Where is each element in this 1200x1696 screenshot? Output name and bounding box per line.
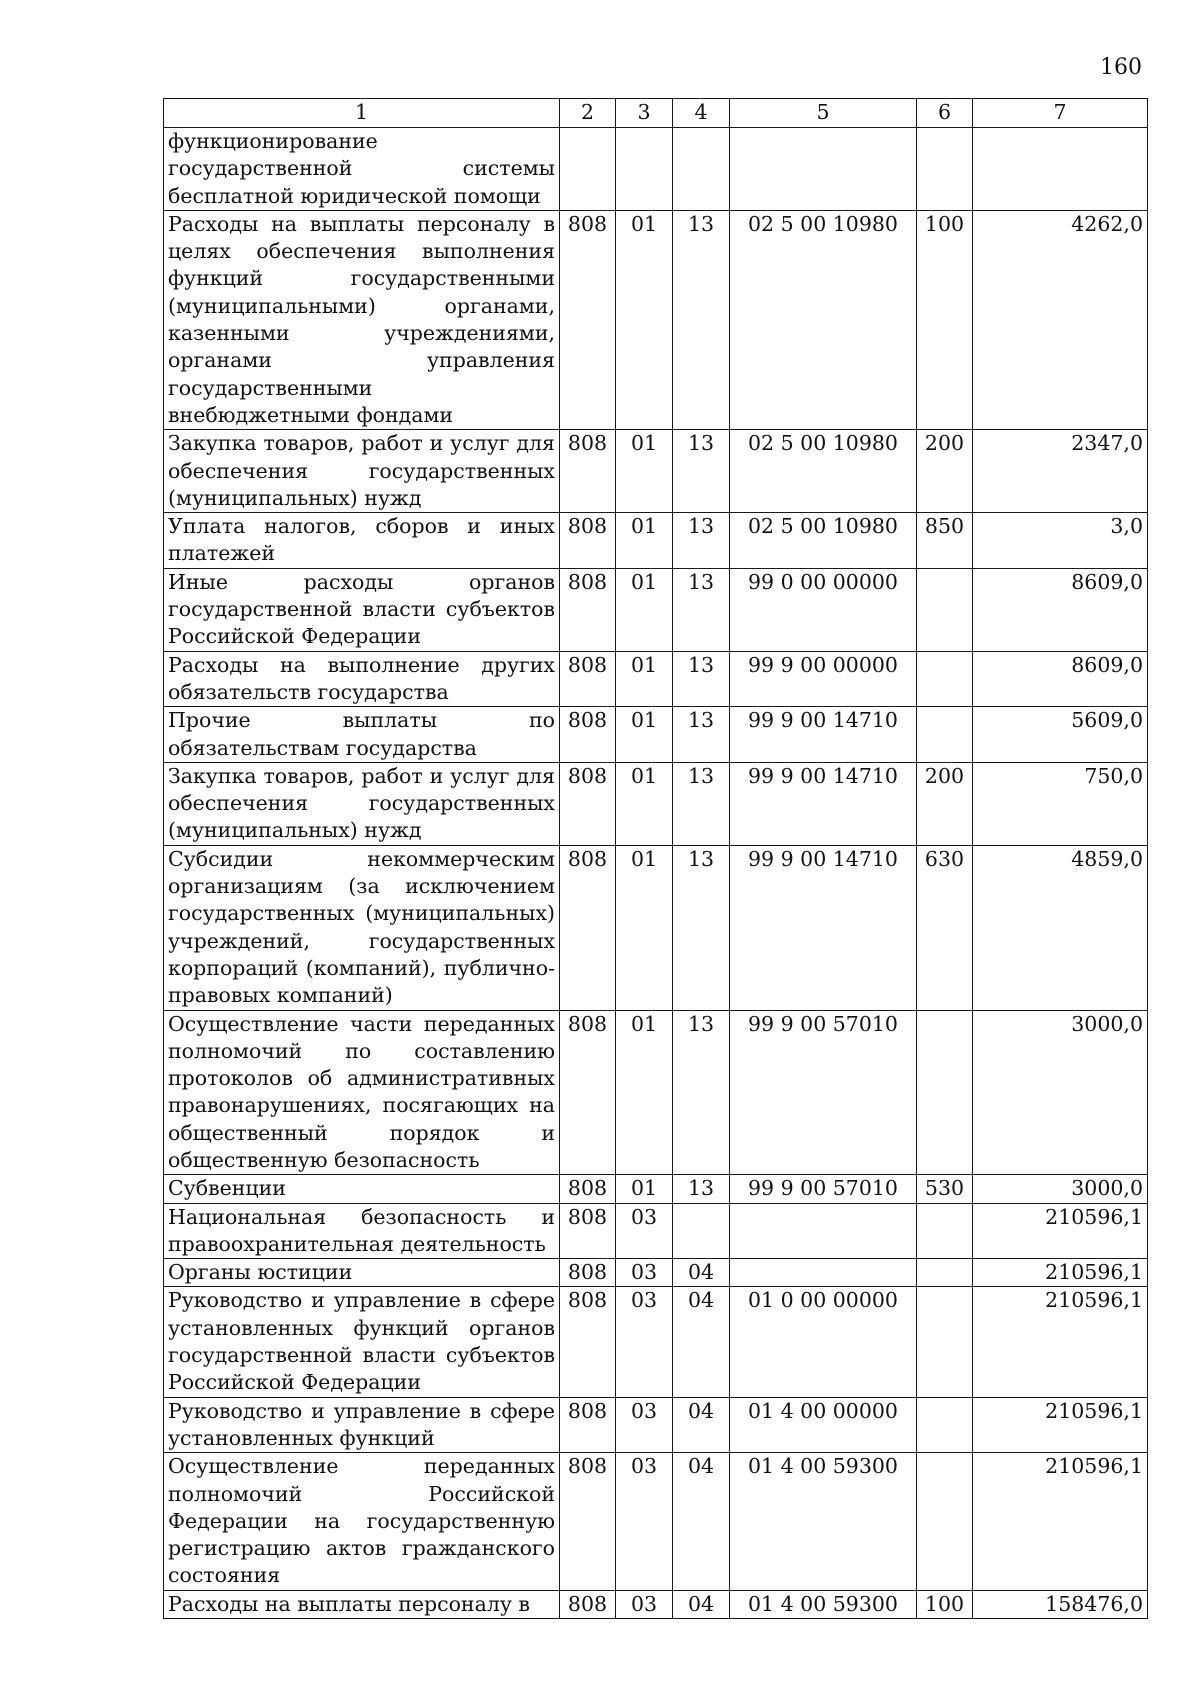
cell-expense-type xyxy=(917,1287,973,1397)
cell-ministry-code: 808 xyxy=(560,1453,616,1590)
cell-expense-type xyxy=(917,707,973,763)
cell-section-code: 01 xyxy=(616,1175,673,1203)
cell-amount: 3,0 xyxy=(973,513,1148,569)
cell-subsection-code: 04 xyxy=(673,1590,730,1618)
cell-expense-type: 530 xyxy=(917,1175,973,1203)
cell-ministry-code: 808 xyxy=(560,1259,616,1287)
cell-name: Закупка товаров, работ и услуг для обеспечения государственных (муниципальных) нужд xyxy=(164,430,560,513)
cell-expense-type: 100 xyxy=(917,1590,973,1618)
table-row xyxy=(164,1175,1148,1203)
cell-section-code: 01 xyxy=(616,845,673,1010)
cell-expense-type xyxy=(917,128,973,211)
cell-amount: 3000,0 xyxy=(973,1010,1148,1175)
cell-target-article xyxy=(730,1203,917,1259)
cell-ministry-code: 808 xyxy=(560,707,616,763)
cell-name: Осуществление переданных полномочий Российской Федерации на государственную регистрацию актов гражданского состояния xyxy=(164,1453,560,1590)
cell-section-code: 01 xyxy=(616,1010,673,1175)
cell-amount: 210596,1 xyxy=(973,1453,1148,1590)
header-cell: 4 xyxy=(673,99,730,128)
cell-subsection-code xyxy=(673,128,730,211)
cell-target-article: 02 5 00 10980 xyxy=(730,430,917,513)
cell-name: Осуществление части переданных полномочий по составлению протоколов об административных правонарушениях, посягающих на общественный порядок и общественную безопасность xyxy=(164,1010,560,1175)
cell-expense-type: 850 xyxy=(917,513,973,569)
cell-section-code: 01 xyxy=(616,707,673,763)
cell-expense-type xyxy=(917,651,973,707)
table-row xyxy=(164,1287,1148,1397)
cell-section-code: 01 xyxy=(616,513,673,569)
cell-amount: 8609,0 xyxy=(973,568,1148,651)
header-cell: 6 xyxy=(917,99,973,128)
cell-expense-type: 200 xyxy=(917,430,973,513)
table-row xyxy=(164,210,1148,429)
cell-ministry-code: 808 xyxy=(560,430,616,513)
cell-amount: 8609,0 xyxy=(973,651,1148,707)
cell-amount: 4262,0 xyxy=(973,210,1148,429)
cell-target-article xyxy=(730,1259,917,1287)
cell-amount: 158476,0 xyxy=(973,1590,1148,1618)
table-body xyxy=(164,128,1148,1619)
cell-subsection-code: 04 xyxy=(673,1287,730,1397)
cell-amount: 210596,1 xyxy=(973,1259,1148,1287)
cell-ministry-code: 808 xyxy=(560,1287,616,1397)
cell-section-code: 01 xyxy=(616,430,673,513)
cell-subsection-code: 13 xyxy=(673,1010,730,1175)
cell-target-article: 99 9 00 57010 xyxy=(730,1010,917,1175)
cell-target-article: 99 0 00 00000 xyxy=(730,568,917,651)
cell-name: Расходы на выплаты персоналу в целях обеспечения выполнения функций государственными (муниципальными) органами, казенными учреждениями, органами управления государственными внебюджетными фондами xyxy=(164,210,560,429)
cell-subsection-code: 13 xyxy=(673,707,730,763)
cell-ministry-code: 808 xyxy=(560,513,616,569)
header-cell: 7 xyxy=(973,99,1148,128)
cell-target-article: 02 5 00 10980 xyxy=(730,210,917,429)
cell-subsection-code: 13 xyxy=(673,568,730,651)
header-cell: 5 xyxy=(730,99,917,128)
header-cell: 2 xyxy=(560,99,616,128)
table-row xyxy=(164,651,1148,707)
table-row xyxy=(164,1010,1148,1175)
cell-section-code: 03 xyxy=(616,1259,673,1287)
cell-section-code: 03 xyxy=(616,1203,673,1259)
table-row xyxy=(164,1397,1148,1453)
cell-subsection-code xyxy=(673,1203,730,1259)
cell-name: Субсидии некоммерческим организациям (за исключением государственных (муниципальных) учреждений, государственных корпораций (компаний), публично-правовых компаний) xyxy=(164,845,560,1010)
cell-ministry-code: 808 xyxy=(560,845,616,1010)
cell-subsection-code: 13 xyxy=(673,762,730,845)
cell-expense-type xyxy=(917,1453,973,1590)
cell-subsection-code: 13 xyxy=(673,513,730,569)
table-row xyxy=(164,513,1148,569)
cell-name: Уплата налогов, сборов и иных платежей xyxy=(164,513,560,569)
cell-section-code: 01 xyxy=(616,568,673,651)
cell-target-article: 01 4 00 59300 xyxy=(730,1453,917,1590)
cell-expense-type: 630 xyxy=(917,845,973,1010)
cell-target-article: 99 9 00 57010 xyxy=(730,1175,917,1203)
cell-ministry-code xyxy=(560,128,616,211)
cell-expense-type xyxy=(917,1397,973,1453)
cell-subsection-code: 13 xyxy=(673,651,730,707)
table-row xyxy=(164,707,1148,763)
page-number: 160 xyxy=(1100,55,1142,80)
table-row xyxy=(164,845,1148,1010)
cell-name: Субвенции xyxy=(164,1175,560,1203)
cell-name: Расходы на выплаты персоналу в xyxy=(164,1590,560,1618)
cell-expense-type: 100 xyxy=(917,210,973,429)
cell-target-article: 99 9 00 14710 xyxy=(730,707,917,763)
table-row xyxy=(164,1203,1148,1259)
cell-amount: 210596,1 xyxy=(973,1397,1148,1453)
cell-name: Прочие выплаты по обязательствам государства xyxy=(164,707,560,763)
cell-ministry-code: 808 xyxy=(560,651,616,707)
header-cell: 3 xyxy=(616,99,673,128)
cell-name: Руководство и управление в сфере установленных функций органов государственной власти субъектов Российской Федерации xyxy=(164,1287,560,1397)
cell-section-code: 03 xyxy=(616,1453,673,1590)
cell-target-article: 01 4 00 00000 xyxy=(730,1397,917,1453)
cell-subsection-code: 04 xyxy=(673,1397,730,1453)
cell-subsection-code: 04 xyxy=(673,1453,730,1590)
cell-target-article: 99 9 00 00000 xyxy=(730,651,917,707)
cell-section-code xyxy=(616,128,673,211)
cell-section-code: 03 xyxy=(616,1287,673,1397)
cell-name: Органы юстиции xyxy=(164,1259,560,1287)
table-row xyxy=(164,128,1148,211)
cell-section-code: 03 xyxy=(616,1590,673,1618)
cell-amount: 4859,0 xyxy=(973,845,1148,1010)
cell-target-article: 02 5 00 10980 xyxy=(730,513,917,569)
budget-table xyxy=(163,98,1148,1619)
cell-section-code: 03 xyxy=(616,1397,673,1453)
cell-name: Расходы на выполнение других обязательств государства xyxy=(164,651,560,707)
cell-section-code: 01 xyxy=(616,651,673,707)
cell-expense-type xyxy=(917,568,973,651)
table-row xyxy=(164,762,1148,845)
cell-expense-type: 200 xyxy=(917,762,973,845)
cell-amount: 750,0 xyxy=(973,762,1148,845)
table-row xyxy=(164,568,1148,651)
cell-subsection-code: 13 xyxy=(673,1175,730,1203)
cell-subsection-code: 13 xyxy=(673,210,730,429)
cell-name: функционирование государственной системы бесплатной юридической помощи xyxy=(164,128,560,211)
cell-amount: 3000,0 xyxy=(973,1175,1148,1203)
cell-target-article: 01 0 00 00000 xyxy=(730,1287,917,1397)
table-row xyxy=(164,430,1148,513)
cell-ministry-code: 808 xyxy=(560,210,616,429)
cell-subsection-code: 13 xyxy=(673,845,730,1010)
cell-ministry-code: 808 xyxy=(560,1175,616,1203)
cell-section-code: 01 xyxy=(616,762,673,845)
cell-amount: 5609,0 xyxy=(973,707,1148,763)
cell-expense-type xyxy=(917,1259,973,1287)
table-row xyxy=(164,1259,1148,1287)
header-cell: 1 xyxy=(164,99,560,128)
cell-ministry-code: 808 xyxy=(560,568,616,651)
cell-name: Иные расходы органов государственной власти субъектов Российской Федерации xyxy=(164,568,560,651)
cell-amount: 210596,1 xyxy=(973,1203,1148,1259)
cell-section-code: 01 xyxy=(616,210,673,429)
cell-subsection-code: 04 xyxy=(673,1259,730,1287)
cell-subsection-code: 13 xyxy=(673,430,730,513)
cell-ministry-code: 808 xyxy=(560,1010,616,1175)
cell-amount: 210596,1 xyxy=(973,1287,1148,1397)
table-row xyxy=(164,1453,1148,1590)
cell-ministry-code: 808 xyxy=(560,1590,616,1618)
cell-amount: 2347,0 xyxy=(973,430,1148,513)
header-row xyxy=(164,99,1148,128)
cell-ministry-code: 808 xyxy=(560,1397,616,1453)
table-row xyxy=(164,1590,1148,1618)
cell-target-article: 99 9 00 14710 xyxy=(730,762,917,845)
cell-name: Руководство и управление в сфере установленных функций xyxy=(164,1397,560,1453)
cell-target-article: 01 4 00 59300 xyxy=(730,1590,917,1618)
cell-ministry-code: 808 xyxy=(560,1203,616,1259)
cell-expense-type xyxy=(917,1203,973,1259)
cell-target-article xyxy=(730,128,917,211)
cell-ministry-code: 808 xyxy=(560,762,616,845)
cell-target-article: 99 9 00 14710 xyxy=(730,845,917,1010)
cell-amount xyxy=(973,128,1148,211)
cell-name: Национальная безопасность и правоохранительная деятельность xyxy=(164,1203,560,1259)
cell-name: Закупка товаров, работ и услуг для обеспечения государственных (муниципальных) нужд xyxy=(164,762,560,845)
cell-expense-type xyxy=(917,1010,973,1175)
